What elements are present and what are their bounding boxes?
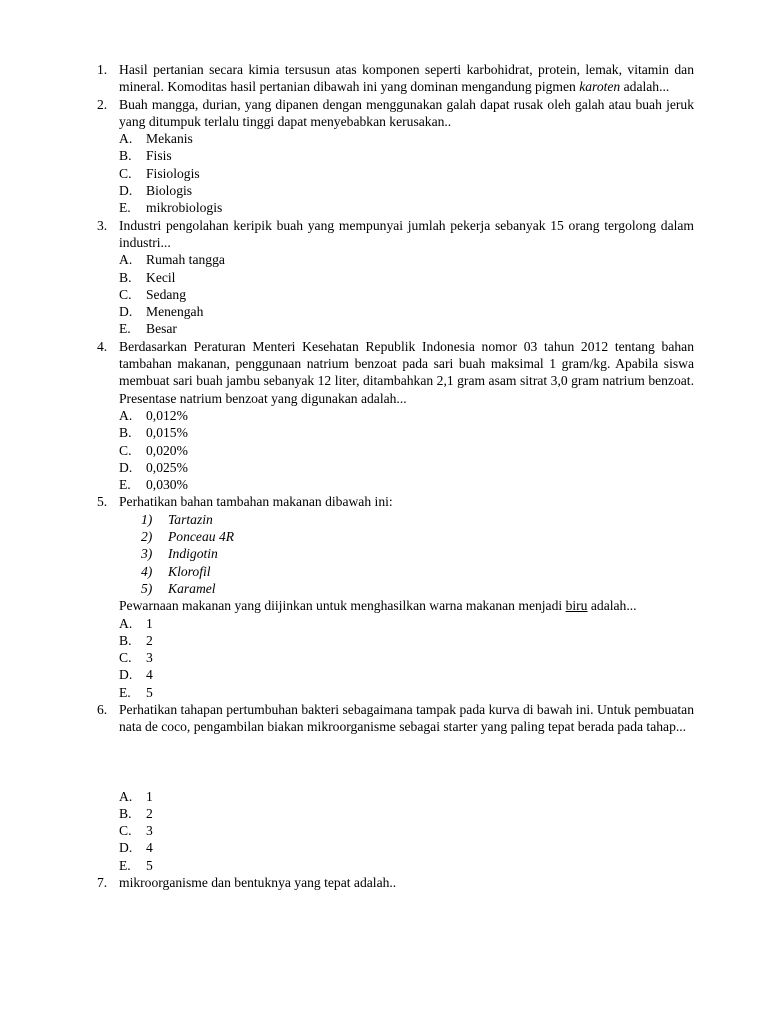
- item-label: 2): [141, 529, 153, 545]
- answer-option: [119, 130, 694, 147]
- option-label: C.: [119, 286, 132, 302]
- question-text: Berdasarkan Peraturan Menteri Kesehatan Republik Indonesia nomor 03 tahun 2012 tentang bahan tambahan makanan, penggunaan natrium benzoat pada sari buah maksimal 1 gram/kg. Apabila siswa membuat sari buah jambu sebanyak 12 liter, ditambahkan 2,1 gram asam sitrat 3,0 gram natrium benzoat. Presentase natrium benzoat yang digunakan adalah...: [119, 338, 694, 406]
- option-text: Menengah: [146, 304, 204, 320]
- question-number: 5.: [97, 494, 108, 510]
- option-label: A.: [119, 131, 133, 147]
- question-text: Industri pengolahan keripik buah yang mempunyai jumlah pekerja sebanyak 15 orang tergolong dalam industri...: [119, 217, 694, 250]
- option-text: Sedang: [146, 286, 187, 302]
- item-label: 5): [141, 580, 153, 596]
- answer-option: [119, 822, 694, 839]
- option-label: E.: [119, 321, 131, 337]
- follow-text-part: adalah...: [587, 598, 637, 614]
- numbered-item: [141, 545, 694, 562]
- question-follow-text: [119, 597, 694, 614]
- question-1: [97, 61, 694, 96]
- option-text: 0,012%: [146, 407, 188, 423]
- answer-options: [119, 615, 694, 701]
- question-text: Buah mangga, durian, yang dipanen dengan menggunakan galah dapat rusak oleh galah atau buah jeruk yang ditumpuk terlalu tinggi dapat menyebabkan kerusakan..: [119, 96, 694, 129]
- option-text: 5: [146, 684, 153, 700]
- answer-option: [119, 459, 694, 476]
- option-text: Fisiologis: [146, 165, 200, 181]
- item-text: Klorofil: [168, 563, 211, 579]
- option-text: 3: [146, 650, 153, 666]
- option-label: E.: [119, 477, 131, 493]
- question-number: 3.: [97, 217, 108, 233]
- option-label: B.: [119, 805, 132, 821]
- question-list: [97, 61, 694, 891]
- option-label: B.: [119, 632, 132, 648]
- option-label: E.: [119, 200, 131, 216]
- option-label: C.: [119, 165, 132, 181]
- option-label: E.: [119, 857, 131, 873]
- option-label: D.: [119, 840, 133, 856]
- option-label: D.: [119, 667, 133, 683]
- option-label: D.: [119, 183, 133, 199]
- follow-text-underlined: biru: [565, 598, 588, 614]
- answer-option: [119, 839, 694, 856]
- option-text: Besar: [146, 321, 177, 337]
- item-text: Ponceau 4R: [168, 529, 235, 545]
- option-label: B.: [119, 148, 132, 164]
- answer-option: [119, 182, 694, 199]
- option-label: B.: [119, 425, 132, 441]
- numbered-item: [141, 511, 694, 528]
- question-number: 2.: [97, 96, 108, 112]
- answer-options: [119, 251, 694, 337]
- answer-option: [119, 407, 694, 424]
- option-label: E.: [119, 684, 131, 700]
- option-label: D.: [119, 459, 133, 475]
- answer-option: [119, 165, 694, 182]
- option-text: 1: [146, 788, 153, 804]
- question-text: Perhatikan bahan tambahan makanan dibawah ini:: [119, 494, 393, 510]
- option-text: 0,030%: [146, 477, 188, 493]
- option-text: mikrobiologis: [146, 200, 223, 216]
- answer-option: [119, 269, 694, 286]
- answer-options: [119, 788, 694, 874]
- option-text: 4: [146, 667, 153, 683]
- question-number: 7.: [97, 875, 108, 891]
- answer-option: [119, 303, 694, 320]
- question-number: 1.: [97, 62, 108, 77]
- answer-option: [119, 684, 694, 701]
- answer-options: [119, 130, 694, 216]
- question-6: [97, 701, 694, 874]
- answer-option: [119, 251, 694, 268]
- option-text: Biologis: [146, 183, 193, 199]
- option-text: Rumah tangga: [146, 252, 225, 268]
- option-text: 0,015%: [146, 425, 188, 441]
- question-text-part: Hasil pertanian secara kimia tersusun atas komponen seperti karbohidrat, protein, lemak, vitamin dan mineral. Komoditas hasil pertanian dibawah ini yang dominan mengandung pigmen: [119, 62, 694, 95]
- option-label: C.: [119, 442, 132, 458]
- option-text: 5: [146, 857, 153, 873]
- numbered-items: [119, 511, 694, 597]
- option-text: Mekanis: [146, 131, 193, 147]
- question-text-part: adalah...: [620, 79, 670, 95]
- numbered-item: [141, 528, 694, 545]
- option-label: A.: [119, 407, 133, 423]
- option-text: 2: [146, 805, 153, 821]
- answer-option: [119, 286, 694, 303]
- answer-options: [119, 407, 694, 493]
- missing-curve-figure-area: [119, 736, 694, 788]
- answer-option: [119, 788, 694, 805]
- option-label: D.: [119, 304, 133, 320]
- answer-option: [119, 649, 694, 666]
- answer-option: [119, 320, 694, 337]
- question-2: [97, 96, 694, 217]
- option-text: 0,020%: [146, 442, 188, 458]
- answer-option: [119, 442, 694, 459]
- question-number: 6.: [97, 701, 108, 717]
- question-text: Perhatikan tahapan pertumbuhan bakteri sebagaimana tampak pada kurva di bawah ini. Untuk pembuatan nata de coco, pengambilan biakan mikroorganisme sebagai starter yang paling tepat berada pada tahap...: [119, 701, 694, 735]
- item-label: 3): [141, 546, 153, 562]
- follow-text-part: Pewarnaan makanan yang diijinkan untuk menghasilkan warna makanan menjadi: [119, 598, 566, 614]
- option-label: C.: [119, 823, 132, 839]
- question-7: [97, 874, 694, 891]
- option-text: 3: [146, 823, 153, 839]
- answer-option: [119, 147, 694, 164]
- numbered-item: [141, 563, 694, 580]
- item-label: 1): [141, 511, 153, 527]
- option-text: 4: [146, 840, 153, 856]
- option-text: 2: [146, 632, 153, 648]
- item-text: Tartazin: [168, 511, 213, 527]
- answer-option: [119, 615, 694, 632]
- answer-option: [119, 666, 694, 683]
- option-label: A.: [119, 615, 133, 631]
- numbered-item: [141, 580, 694, 597]
- option-text: Fisis: [146, 148, 172, 164]
- question-number: 4.: [97, 338, 108, 354]
- option-label: C.: [119, 650, 132, 666]
- answer-option: [119, 805, 694, 822]
- answer-option: [119, 424, 694, 441]
- option-label: A.: [119, 788, 133, 804]
- option-label: A.: [119, 252, 133, 268]
- item-text: Indigotin: [168, 546, 218, 562]
- option-label: B.: [119, 269, 132, 285]
- question-text: mikroorganisme dan bentuknya yang tepat adalah..: [119, 875, 397, 891]
- question-3: [97, 217, 694, 338]
- question-text-italic: karoten: [579, 79, 621, 95]
- question-4: [97, 338, 694, 494]
- answer-option: [119, 476, 694, 493]
- question-5: [97, 493, 694, 701]
- item-text: Karamel: [168, 580, 216, 596]
- answer-option: [119, 199, 694, 216]
- option-text: 0,025%: [146, 459, 188, 475]
- answer-option: [119, 632, 694, 649]
- question-text: [119, 61, 694, 96]
- answer-option: [119, 857, 694, 874]
- option-text: 1: [146, 615, 153, 631]
- item-label: 4): [141, 563, 153, 579]
- option-text: Kecil: [146, 269, 176, 285]
